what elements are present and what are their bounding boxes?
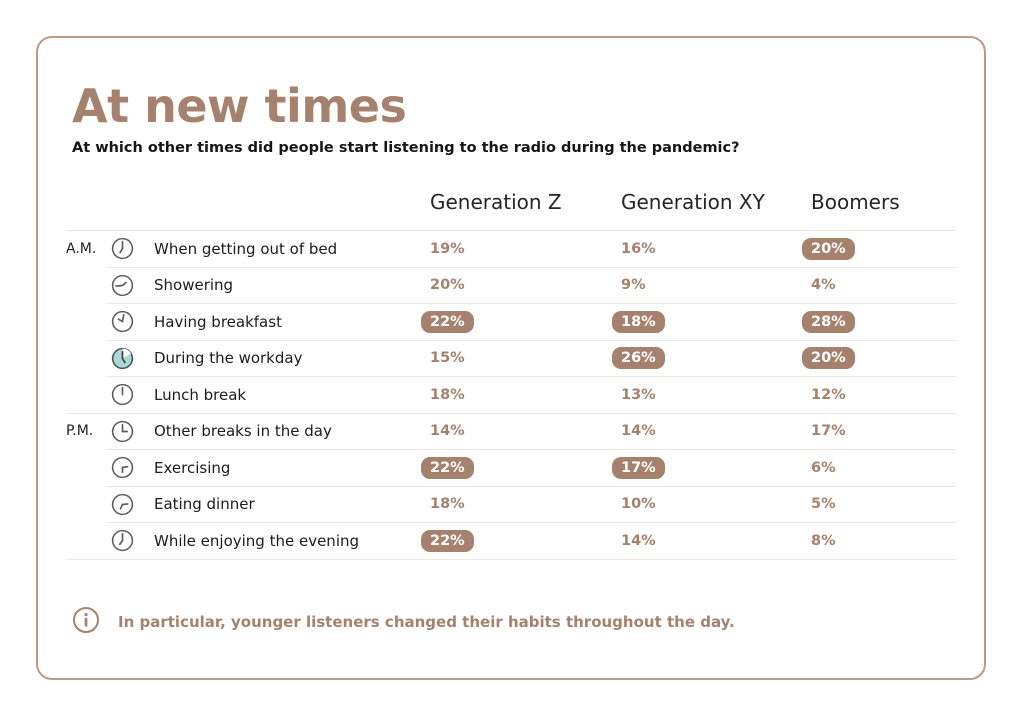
table-header-row bbox=[66, 182, 956, 230]
value-boomers bbox=[811, 311, 956, 333]
value-text: 26% bbox=[612, 347, 665, 369]
value-generation-z bbox=[430, 277, 621, 293]
table-row bbox=[66, 376, 956, 413]
table-row bbox=[66, 267, 956, 304]
clock-workday-teal-icon bbox=[110, 346, 154, 371]
data-table bbox=[66, 182, 956, 560]
value-generation-z bbox=[430, 311, 621, 333]
info-icon bbox=[72, 606, 100, 638]
value-generation-z bbox=[430, 496, 621, 512]
table-row bbox=[66, 303, 956, 340]
value-text: 18% bbox=[430, 496, 465, 513]
value-text: 14% bbox=[430, 423, 465, 440]
table-row bbox=[66, 340, 956, 377]
activity-label: Eating dinner bbox=[154, 495, 255, 514]
value-generation-z bbox=[430, 423, 621, 439]
activity-label: Other breaks in the day bbox=[154, 422, 332, 441]
value-boomers bbox=[811, 460, 956, 476]
activity-label: Having breakfast bbox=[154, 312, 282, 331]
table-row bbox=[66, 522, 956, 559]
value-text: 5% bbox=[811, 496, 836, 513]
activity-label: When getting out of bed bbox=[154, 239, 338, 258]
table-row bbox=[66, 230, 956, 267]
value-generation-xy bbox=[621, 533, 811, 549]
value-generation-z bbox=[430, 350, 621, 366]
row-divider bbox=[106, 340, 956, 341]
activity-label: Lunch break bbox=[154, 385, 247, 404]
footer-note bbox=[72, 606, 956, 638]
value-text: 8% bbox=[811, 532, 836, 549]
value-generation-xy bbox=[621, 277, 811, 293]
value-text: 20% bbox=[802, 347, 855, 369]
value-text: 9% bbox=[621, 277, 646, 294]
row-divider bbox=[106, 522, 956, 523]
value-text: 15% bbox=[430, 350, 465, 367]
period-label: A.M. bbox=[66, 240, 97, 257]
row-divider bbox=[106, 449, 956, 450]
value-boomers bbox=[811, 347, 956, 369]
value-generation-xy bbox=[621, 423, 811, 439]
table-row bbox=[66, 486, 956, 523]
clock-quarter-icon bbox=[110, 273, 154, 298]
table-row bbox=[66, 449, 956, 486]
page-title: At new times bbox=[72, 79, 407, 133]
row-divider bbox=[106, 376, 956, 377]
value-generation-z bbox=[430, 530, 621, 552]
value-generation-xy bbox=[621, 311, 811, 333]
value-text: 22% bbox=[421, 311, 474, 333]
row-divider bbox=[66, 413, 956, 414]
row-divider bbox=[106, 267, 956, 268]
value-text: 12% bbox=[811, 386, 846, 403]
value-generation-z bbox=[430, 387, 621, 403]
table-bottom-divider bbox=[66, 559, 956, 560]
value-boomers bbox=[811, 238, 956, 260]
footer-note-text: In particular, younger listeners changed their habits throughout the day. bbox=[118, 612, 735, 631]
infographic-card bbox=[36, 36, 986, 680]
value-text: 20% bbox=[802, 238, 855, 260]
clock-quarter-past-icon bbox=[110, 455, 154, 480]
value-text: 16% bbox=[621, 240, 656, 257]
value-text: 20% bbox=[430, 277, 465, 294]
column-header-generation-z: Generation Z bbox=[430, 190, 562, 215]
value-boomers bbox=[811, 387, 956, 403]
value-text: 17% bbox=[612, 457, 665, 479]
activity-label: Exercising bbox=[154, 458, 231, 477]
activity-label: During the workday bbox=[154, 349, 303, 368]
clock-seven-icon bbox=[110, 236, 154, 261]
value-generation-z bbox=[430, 457, 621, 479]
activity-label: While enjoying the evening bbox=[154, 531, 360, 550]
value-text: 14% bbox=[621, 423, 656, 440]
value-boomers bbox=[811, 496, 956, 512]
row-divider bbox=[66, 230, 956, 231]
value-generation-xy bbox=[621, 241, 811, 257]
value-text: 4% bbox=[811, 277, 836, 294]
value-text: 14% bbox=[621, 532, 656, 549]
column-header-generation-xy: Generation XY bbox=[621, 190, 765, 215]
value-boomers bbox=[811, 423, 956, 439]
activity-label: Showering bbox=[154, 276, 234, 295]
period-label: P.M. bbox=[66, 423, 94, 440]
value-text: 18% bbox=[612, 311, 665, 333]
value-generation-xy bbox=[621, 457, 811, 479]
value-boomers bbox=[811, 533, 956, 549]
clock-evening-icon bbox=[110, 528, 154, 553]
value-generation-xy bbox=[621, 496, 811, 512]
column-header-boomers: Boomers bbox=[811, 190, 900, 215]
row-divider bbox=[106, 486, 956, 487]
value-text: 18% bbox=[430, 386, 465, 403]
page-subtitle: At which other times did people start listening to the radio during the pandemic? bbox=[72, 140, 740, 157]
value-generation-xy bbox=[621, 347, 811, 369]
value-text: 17% bbox=[811, 423, 846, 440]
value-text: 28% bbox=[802, 311, 855, 333]
value-text: 13% bbox=[621, 386, 656, 403]
clock-dinner-icon bbox=[110, 492, 154, 517]
value-text: 6% bbox=[811, 459, 836, 476]
value-text: 19% bbox=[430, 240, 465, 257]
value-generation-xy bbox=[621, 387, 811, 403]
value-text: 22% bbox=[421, 530, 474, 552]
value-boomers bbox=[811, 277, 956, 293]
row-divider bbox=[106, 303, 956, 304]
table-row bbox=[66, 413, 956, 450]
clock-noon-icon bbox=[110, 382, 154, 407]
clock-three-icon bbox=[110, 419, 154, 444]
value-text: 22% bbox=[421, 457, 474, 479]
clock-morning-icon bbox=[110, 309, 154, 334]
value-generation-z bbox=[430, 241, 621, 257]
value-text: 10% bbox=[621, 496, 656, 513]
